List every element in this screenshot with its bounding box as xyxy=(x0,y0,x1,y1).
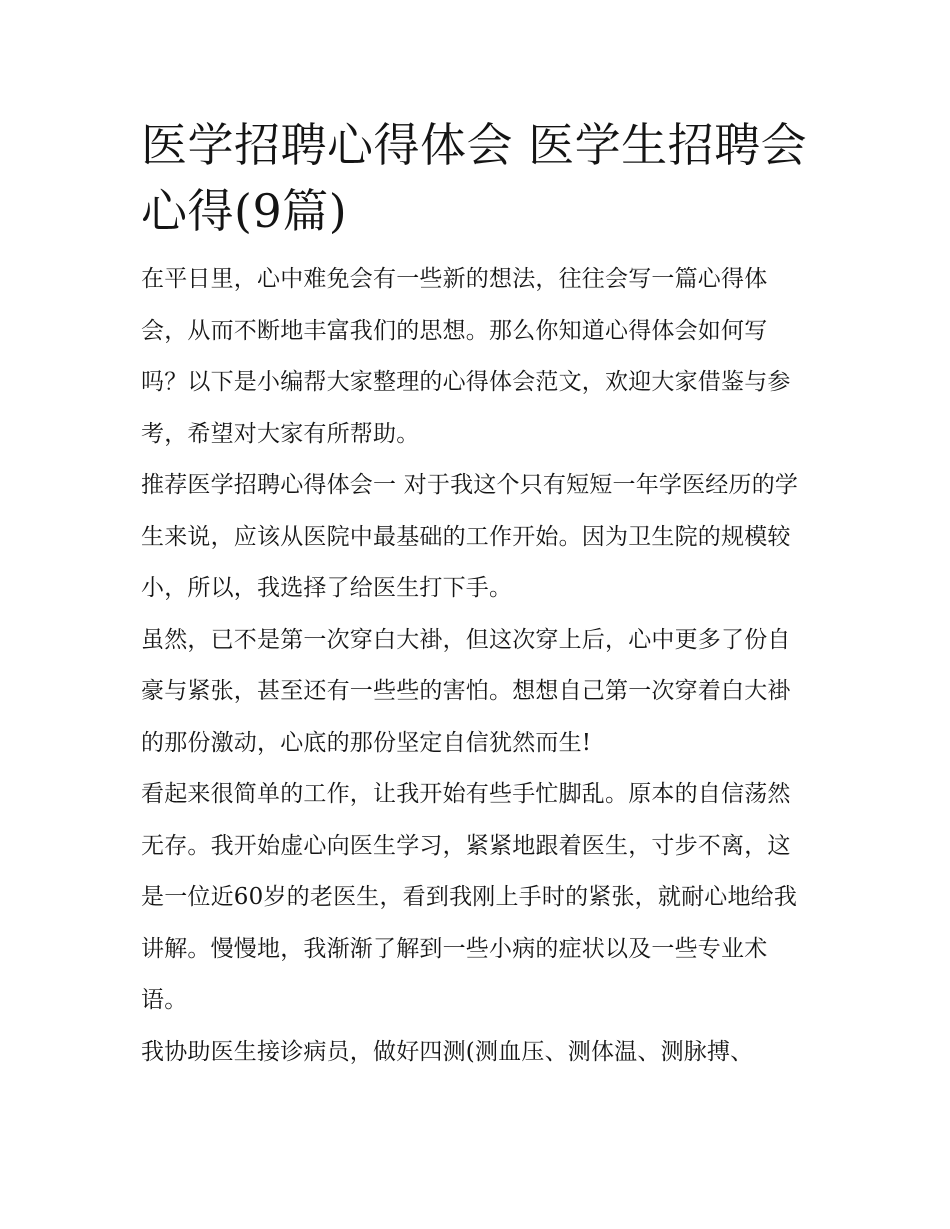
paragraph-intro: 在平日里，心中难免会有一些新的想法，往往会写一篇心得体会，从而不断地丰富我们的思想。那么你知道心得体会如何写吗？以下是小编帮大家整理的心得体会范文，欢迎大家借鉴与参考，希望对大家有所帮助。 xyxy=(141,266,791,447)
paragraph-4: 我协助医生接诊病员，做好四测(测血压、测体温、测脉搏、 xyxy=(141,1038,754,1065)
paragraph-3: 看起来很简单的工作，让我开始有些手忙脚乱。原本的自信荡然无存。我开始虚心向医生学习，紧紧地跟着医生，寸步不离，这是一位近60岁的老医生，看到我刚上手时的紧张，就耐心地给我讲解。慢慢地，我渐渐了解到一些小病的症状以及一些专业术语。 xyxy=(141,781,798,1013)
paragraph-2: 虽然，已不是第一次穿白大褂，但这次穿上后，心中更多了份自豪与紧张，甚至还有一些些的害怕。想想自己第一次穿着白大褂的那份激动，心底的那份坚定自信犹然而生! xyxy=(141,626,791,756)
document-title: 医学招聘心得体会 医学生招聘会心得(9篇) xyxy=(141,118,808,238)
paragraph-1: 推荐医学招聘心得体会一 对于我这个只有短短一年学医经历的学生来说，应该从医院中最基础的工作开始。因为卫生院的规模较小，所以，我选择了给医生打下手。 xyxy=(141,472,799,601)
document-body xyxy=(141,112,811,1078)
